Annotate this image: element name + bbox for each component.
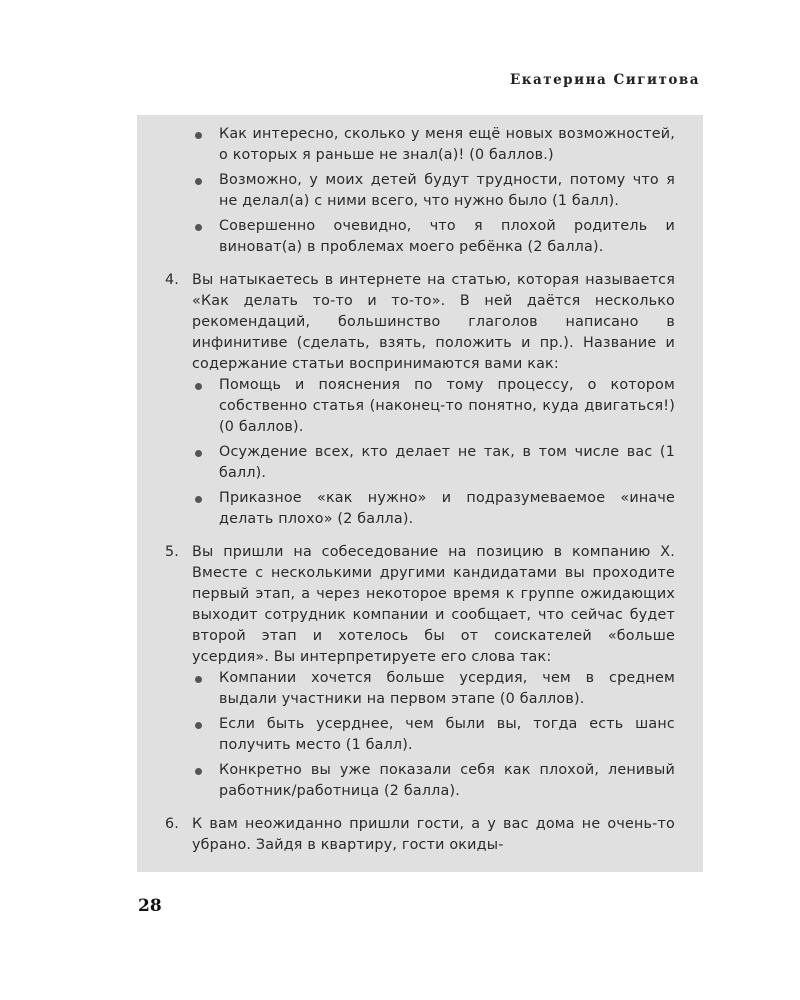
question-number: 6. xyxy=(165,816,180,832)
page-number: 28 xyxy=(138,896,162,916)
options-list xyxy=(165,668,675,802)
option-item: Приказное «как нужно» и подразумеваемое «иначе делать плохо» (2 балла). xyxy=(165,488,675,530)
options-list xyxy=(165,375,675,530)
question-body: Вы пришли на собеседование на позицию в компанию X. Вместе с несколькими другими кандидатами вы проходите первый этап, а через некоторое время к группе ожидающих выходит сотрудник компании и сообщает, что сейчас будет второй этап и хотелось бы от соискателей «больше усердия». Вы интерпретируете его слова так: xyxy=(192,544,675,665)
running-head-author: Екатерина Сигитова xyxy=(509,72,700,88)
option-item: Осуждение всех, кто делает не так, в том числе вас (1 балл). xyxy=(165,442,675,484)
question-text xyxy=(165,542,675,668)
option-item: Помощь и пояснения по тому процессу, о котором собственно статья (наконец-то понятно, куда двигаться!) (0 баллов). xyxy=(165,375,675,438)
option-item: Как интересно, сколько у меня ещё новых возможностей, о которых я раньше не знал(а)! (0 баллов.) xyxy=(165,124,675,166)
option-item: Совершенно очевидно, что я плохой родитель и виноват(а) в проблемах моего ребёнка (2 балла). xyxy=(165,216,675,258)
question-5 xyxy=(165,542,675,802)
option-item: Конкретно вы уже показали себя как плохой, ленивый работник/работница (2 балла). xyxy=(165,760,675,802)
question-4 xyxy=(165,270,675,530)
continued-options-list xyxy=(165,124,675,258)
question-body: К вам неожиданно пришли гости, а у вас дома не очень-то убрано. Зайдя в квартиру, гости окиды- xyxy=(192,816,675,853)
option-item: Если быть усерднее, чем были вы, тогда есть шанс получить место (1 балл). xyxy=(165,714,675,756)
question-text xyxy=(165,814,675,856)
question-number: 5. xyxy=(165,544,180,560)
question-6 xyxy=(165,814,675,856)
option-item: Компании хочется больше усердия, чем в среднем выдали участники на первом этапе (0 баллов). xyxy=(165,668,675,710)
question-number: 4. xyxy=(165,272,180,288)
option-item: Возможно, у моих детей будут трудности, потому что я не делал(а) с ними всего, что нужно было (1 балл). xyxy=(165,170,675,212)
question-body: Вы натыкаетесь в интернете на статью, которая называется «Как делать то-то и то-то». В ней даётся несколько рекомендаций, большинство глаголов написано в инфинитиве (сделать, взять, положить и пр.). Название и содержание статьи воспринимаются вами как: xyxy=(192,272,675,372)
quiz-content xyxy=(165,124,675,856)
question-text xyxy=(165,270,675,375)
